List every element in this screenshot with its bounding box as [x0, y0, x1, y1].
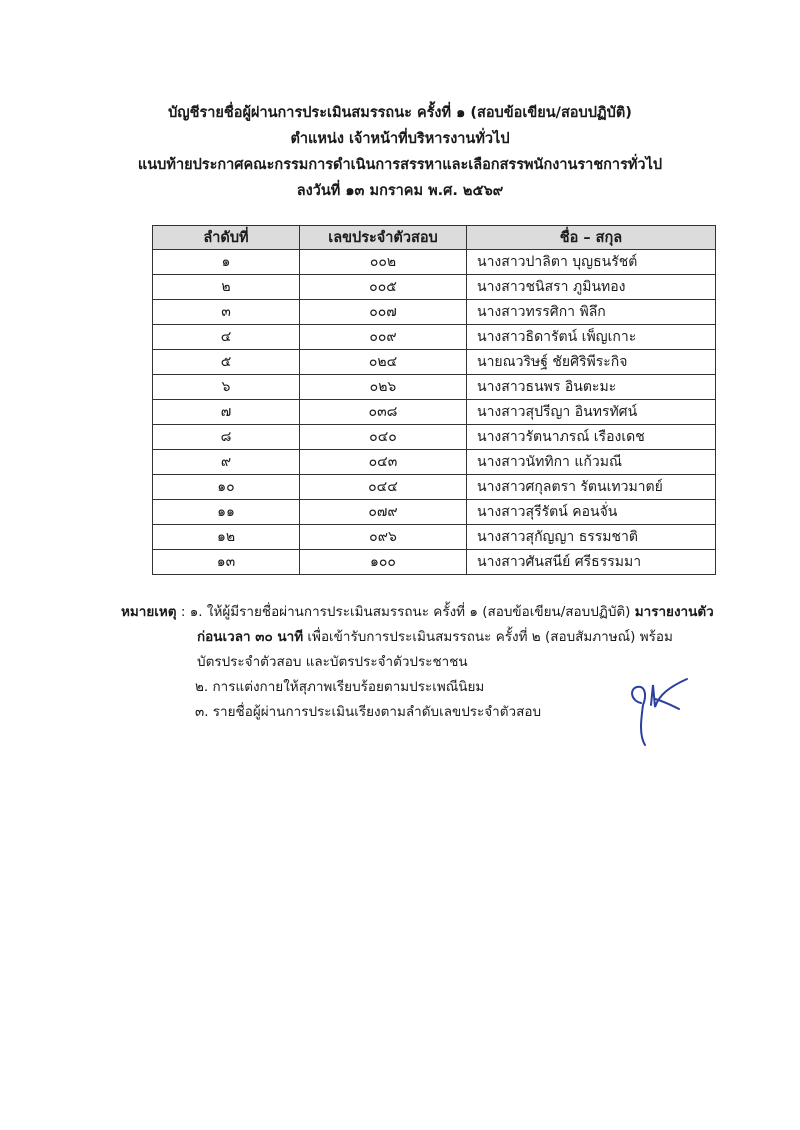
name-cell: นางสาวรัตนาภรณ์ เรืองเดช	[467, 425, 716, 450]
table-row	[153, 250, 716, 275]
table-row	[153, 375, 716, 400]
exam-id-cell: ๐๙๖	[300, 525, 467, 550]
table-header-row	[153, 226, 716, 250]
exam-id-cell: ๐๒๔	[300, 350, 467, 375]
candidate-table	[152, 225, 716, 575]
exam-id-cell: ๐๔๔	[300, 475, 467, 500]
table-row	[153, 450, 716, 475]
order-cell: ๓	[153, 300, 300, 325]
remark-2: ๒. การแต่งกายให้สุภาพเรียบร้อยตามประเพณีนิยม	[195, 679, 485, 695]
signature-mark	[625, 665, 695, 750]
remark-1-line-1	[121, 600, 721, 625]
order-cell: ๑	[153, 250, 300, 275]
remark-1-emphasis: มารายงานตัว	[634, 604, 714, 620]
column-header-exam-id: เลขประจำตัวสอบ	[300, 226, 467, 250]
exam-id-cell: ๐๐๗	[300, 300, 467, 325]
header-title: บัญชีรายชื่อผู้ผ่านการประเมินสมรรถนะ ครั้งที่ ๑ (สอบข้อเขียน/สอบปฏิบัติ)	[168, 105, 632, 121]
header-position: ตำแหน่ง เจ้าหน้าที่บริหารงานทั่วไป	[290, 131, 510, 147]
remark-3: ๓. รายชื่อผู้ผ่านการประเมินเรียงตามลำดับเลขประจำตัวสอบ	[195, 704, 542, 720]
name-cell: นางสาวศกุลตรา รัตนเทวมาตย์	[467, 475, 716, 500]
table-row	[153, 300, 716, 325]
name-cell: นางสาวธนพร อินตะมะ	[467, 375, 716, 400]
name-cell: นางสาวปาลิตา บุญธนรัชต์	[467, 250, 716, 275]
name-cell: นางสาวสุปรีญา อินทรทัศน์	[467, 400, 716, 425]
order-cell: ๔	[153, 325, 300, 350]
header-announcement: แนบท้ายประกาศคณะกรรมการดำเนินการสรรหาและเลือกสรรพนักงานราชการทั่วไป	[137, 157, 663, 173]
table-row	[153, 275, 716, 300]
name-cell: นางสาวทรรศิกา พิลึก	[467, 300, 716, 325]
order-cell: ๘	[153, 425, 300, 450]
order-cell: ๒	[153, 275, 300, 300]
order-cell: ๑๐	[153, 475, 300, 500]
table-row	[153, 350, 716, 375]
column-header-order: ลำดับที่	[153, 226, 300, 250]
table-row	[153, 325, 716, 350]
name-cell: นางสาวสุรีรัตน์ คอนจั่น	[467, 500, 716, 525]
order-cell: ๑๒	[153, 525, 300, 550]
exam-id-cell: ๐๔๓	[300, 450, 467, 475]
remark-1-time: ก่อนเวลา ๓๐ นาที	[197, 629, 304, 645]
order-cell: ๗	[153, 400, 300, 425]
exam-id-cell: ๑๐๐	[300, 550, 467, 575]
order-cell: ๙	[153, 450, 300, 475]
remark-label: หมายเหตุ	[121, 604, 177, 620]
exam-id-cell: ๐๒๖	[300, 375, 467, 400]
order-cell: ๑๑	[153, 500, 300, 525]
name-cell: นายณวริษฐ์ ชัยศิริพีระกิจ	[467, 350, 716, 375]
exam-id-cell: ๐๗๙	[300, 500, 467, 525]
exam-id-cell: ๐๐๒	[300, 250, 467, 275]
table-row	[153, 550, 716, 575]
order-cell: ๑๓	[153, 550, 300, 575]
name-cell: นางสาวสุกัญญา ธรรมชาติ	[467, 525, 716, 550]
exam-id-cell: ๐๓๘	[300, 400, 467, 425]
header-date: ลงวันที่ ๑๓ มกราคม พ.ศ. ๒๕๖๙	[296, 183, 504, 199]
remark-1-line-3: บัตรประจำตัวสอบ และบัตรประจำตัวประชาชน	[197, 654, 468, 670]
table-row	[153, 525, 716, 550]
column-header-name: ชื่อ – สกุล	[467, 226, 716, 250]
exam-id-cell: ๐๔๐	[300, 425, 467, 450]
remark-1-text: ๑. ให้ผู้มีรายชื่อผ่านการประเมินสมรรถนะ ครั้งที่ ๑ (สอบข้อเขียน/สอบปฏิบัติ)	[189, 604, 635, 620]
table-row	[153, 400, 716, 425]
remark-1-line-2	[121, 625, 721, 650]
exam-id-cell: ๐๐๙	[300, 325, 467, 350]
document-header	[0, 100, 800, 204]
exam-id-cell: ๐๐๕	[300, 275, 467, 300]
name-cell: นางสาวชนิสรา ภูมินทอง	[467, 275, 716, 300]
remark-separator: :	[176, 604, 190, 620]
order-cell: ๖	[153, 375, 300, 400]
table-row	[153, 475, 716, 500]
name-cell: นางสาวนัททิกา แก้วมณี	[467, 450, 716, 475]
table-row	[153, 425, 716, 450]
remark-1-text-cont: เพื่อเข้ารับการประเมินสมรรถนะ ครั้งที่ ๒ (สอบสัมภาษณ์) พร้อม	[303, 629, 673, 645]
name-cell: นางสาวธิดารัตน์ เพ็ญเกาะ	[467, 325, 716, 350]
name-cell: นางสาวศันสนีย์ ศรีธรรมมา	[467, 550, 716, 575]
order-cell: ๕	[153, 350, 300, 375]
table-row	[153, 500, 716, 525]
